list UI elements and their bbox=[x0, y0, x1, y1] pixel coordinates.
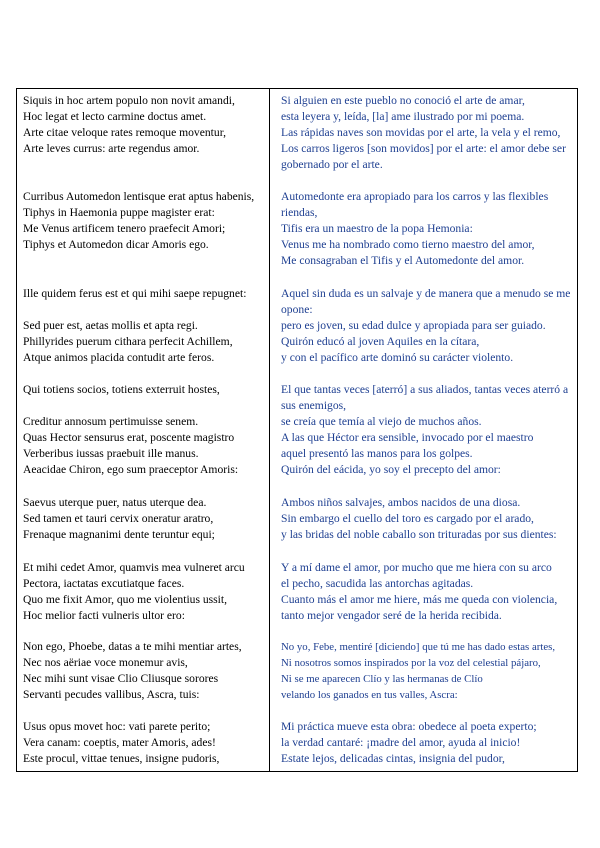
latin-line: Siquis in hoc artem populo non novit amandi, bbox=[23, 94, 235, 107]
latin-line: Atque animos placida contudit arte feros. bbox=[23, 351, 215, 364]
latin-line: Saevus uterque puer, natus uterque dea. bbox=[23, 496, 207, 509]
latin-line: Vera canam: coeptis, mater Amoris, ades! bbox=[23, 736, 216, 749]
latin-line: Usus opus movet hoc: vati parete perito; bbox=[23, 720, 211, 733]
latin-line: Este procul, vittae tenues, insigne pudoris, bbox=[23, 752, 220, 765]
spanish-line: Cuanto más el amor me hiere, más me queda con violencia, bbox=[281, 593, 558, 606]
spanish-line: El que tantas veces [aterró] a sus aliados, tantas veces aterró a sus enemigos, bbox=[281, 383, 569, 412]
spanish-stanza-6 bbox=[281, 560, 573, 624]
spanish-line: No yo, Febe, mentiré [diciendo] que tú me has dado estas artes, bbox=[281, 641, 556, 653]
latin-line: Nec nos aëriae voce monemur avis, bbox=[23, 656, 188, 669]
spanish-stanza-2 bbox=[281, 189, 573, 269]
spanish-stanza-1 bbox=[281, 93, 573, 173]
spanish-line: Y a mí dame el amor, por mucho que me hiera con su arco bbox=[281, 561, 552, 574]
spanish-line: pero es joven, su edad dulce y apropiada para ser guiado. bbox=[281, 319, 546, 332]
latin-line: Pectora, iactatas excutiatque faces. bbox=[23, 577, 185, 590]
latin-line: Hoc legat et lecto carmine doctus amet. bbox=[23, 110, 207, 123]
latin-line: Creditur annosum pertimuisse senem. bbox=[23, 415, 199, 428]
spanish-line: Me consagraban el Tifis y el Automedonte del amor. bbox=[281, 254, 525, 267]
latin-line: Non ego, Phoebe, datas a te mihi mentiar artes, bbox=[23, 640, 242, 653]
latin-stanza-6 bbox=[23, 560, 265, 624]
spanish-line: y con el pacífico arte dominó su carácter violento. bbox=[281, 351, 514, 364]
latin-line: Quo me fixit Amor, quo me violentius ussit, bbox=[23, 593, 228, 606]
spanish-line: Sin embargo el cuello del toro es cargado por el arado, bbox=[281, 512, 534, 525]
latin-stanza-3 bbox=[23, 286, 265, 366]
spanish-stanza-8 bbox=[281, 719, 573, 767]
spanish-line: Aquel sin duda es un salvaje y de manera que a menudo se me opone: bbox=[281, 287, 571, 316]
latin-line: Qui totiens socios, totiens exterruit hostes, bbox=[23, 383, 220, 396]
spanish-stanza-7 bbox=[281, 639, 573, 703]
spanish-line: aquel presentó las manos para los golpes. bbox=[281, 447, 473, 460]
spanish-line: se creía que temía al viejo de muchos años. bbox=[281, 415, 482, 428]
spanish-stanza-3 bbox=[281, 286, 573, 366]
latin-stanza-4 bbox=[23, 382, 265, 478]
spanish-line: Automedonte era apropiado para los carros y las flexibles riendas, bbox=[281, 190, 549, 219]
spanish-line: la verdad cantaré: ¡madre del amor, ayuda al inicio! bbox=[281, 736, 521, 749]
spanish-line: Tifis era un maestro de la popa Hemonia: bbox=[281, 222, 473, 235]
spanish-line: el pecho, sacudida las antorchas agitadas. bbox=[281, 577, 474, 590]
latin-line: Phillyrides puerum cithara perfecit Achillem, bbox=[23, 335, 233, 348]
spanish-line: Las rápidas naves son movidas por el arte, la vela y el remo, bbox=[281, 126, 561, 139]
spanish-line: Mi práctica mueve esta obra: obedece al poeta experto; bbox=[281, 720, 537, 733]
latin-line: Tiphys et Automedon dicar Amoris ego. bbox=[23, 238, 209, 251]
spanish-line: Quirón educó al joven Aquiles en la cítara, bbox=[281, 335, 480, 348]
blank-line bbox=[23, 302, 265, 318]
column-divider bbox=[269, 89, 270, 771]
latin-stanza-5 bbox=[23, 495, 265, 543]
latin-line: Aeacidae Chiron, ego sum praeceptor Amoris: bbox=[23, 463, 239, 476]
spanish-line: Ni se me aparecen Clío y las hermanas de Clío bbox=[281, 673, 483, 685]
spanish-line: tanto mejor vengador seré de la herida recibida. bbox=[281, 609, 502, 622]
latin-stanza-2 bbox=[23, 189, 265, 253]
spanish-line: y las bridas del noble caballo son trituradas por sus dientes: bbox=[281, 528, 557, 541]
spanish-line: velando los ganados en tus valles, Ascra: bbox=[281, 689, 458, 701]
latin-line: Arte citae veloque rates remoque moventur, bbox=[23, 126, 226, 139]
latin-stanza-8 bbox=[23, 719, 265, 767]
spanish-stanza-5 bbox=[281, 495, 573, 543]
latin-line: Et mihi cedet Amor, quamvis mea vulneret arcu bbox=[23, 561, 245, 574]
latin-line: Me Venus artificem tenero praefecit Amori; bbox=[23, 222, 226, 235]
latin-line: Hoc melior facti vulneris ultor ero: bbox=[23, 609, 185, 622]
latin-line: Nec mihi sunt visae Clio Cliusque sorores bbox=[23, 672, 219, 685]
latin-line: Sed puer est, aetas mollis et apta regi. bbox=[23, 319, 198, 332]
latin-stanza-1 bbox=[23, 93, 265, 157]
latin-line: Arte leves currus: arte regendus amor. bbox=[23, 142, 200, 155]
translation-table bbox=[16, 88, 578, 772]
spanish-line: Estate lejos, delicadas cintas, insignia del pudor, bbox=[281, 752, 505, 765]
latin-line: Tiphys in Haemonia puppe magister erat: bbox=[23, 206, 215, 219]
spanish-line: Si alguien en este pueblo no conoció el arte de amar, bbox=[281, 94, 525, 107]
latin-line: Quas Hector sensurus erat, poscente magistro bbox=[23, 431, 235, 444]
latin-line: Ille quidem ferus est et qui mihi saepe repugnet: bbox=[23, 287, 247, 300]
spanish-line: esta leyera y, leída, [la] ame ilustrado por mi poema. bbox=[281, 110, 525, 123]
spanish-line: Ambos niños salvajes, ambos nacidos de una diosa. bbox=[281, 496, 521, 509]
latin-line: Curribus Automedon lentisque erat aptus habenis, bbox=[23, 190, 255, 203]
latin-line: Sed tamen et tauri cervix oneratur aratro, bbox=[23, 512, 214, 525]
spanish-line: Venus me ha nombrado como tierno maestro del amor, bbox=[281, 238, 535, 251]
latin-line: Frenaque magnanimi dente teruntur equi; bbox=[23, 528, 215, 541]
spanish-line: Ni nosotros somos inspirados por la voz del celestial pájaro, bbox=[281, 657, 541, 669]
spanish-line: Quirón del eácida, yo soy el precepto del amor: bbox=[281, 463, 501, 476]
latin-stanza-7 bbox=[23, 639, 265, 703]
latin-line: Verberibus iussas praebuit ille manus. bbox=[23, 447, 199, 460]
spanish-line: Los carros ligeros [son movidos] por el arte: el amor debe ser gobernado por el arte. bbox=[281, 142, 566, 171]
latin-line: Servanti pecudes vallibus, Ascra, tuis: bbox=[23, 688, 200, 701]
blank-line bbox=[23, 398, 265, 414]
spanish-stanza-4 bbox=[281, 382, 573, 478]
spanish-line: A las que Héctor era sensible, invocado por el maestro bbox=[281, 431, 534, 444]
